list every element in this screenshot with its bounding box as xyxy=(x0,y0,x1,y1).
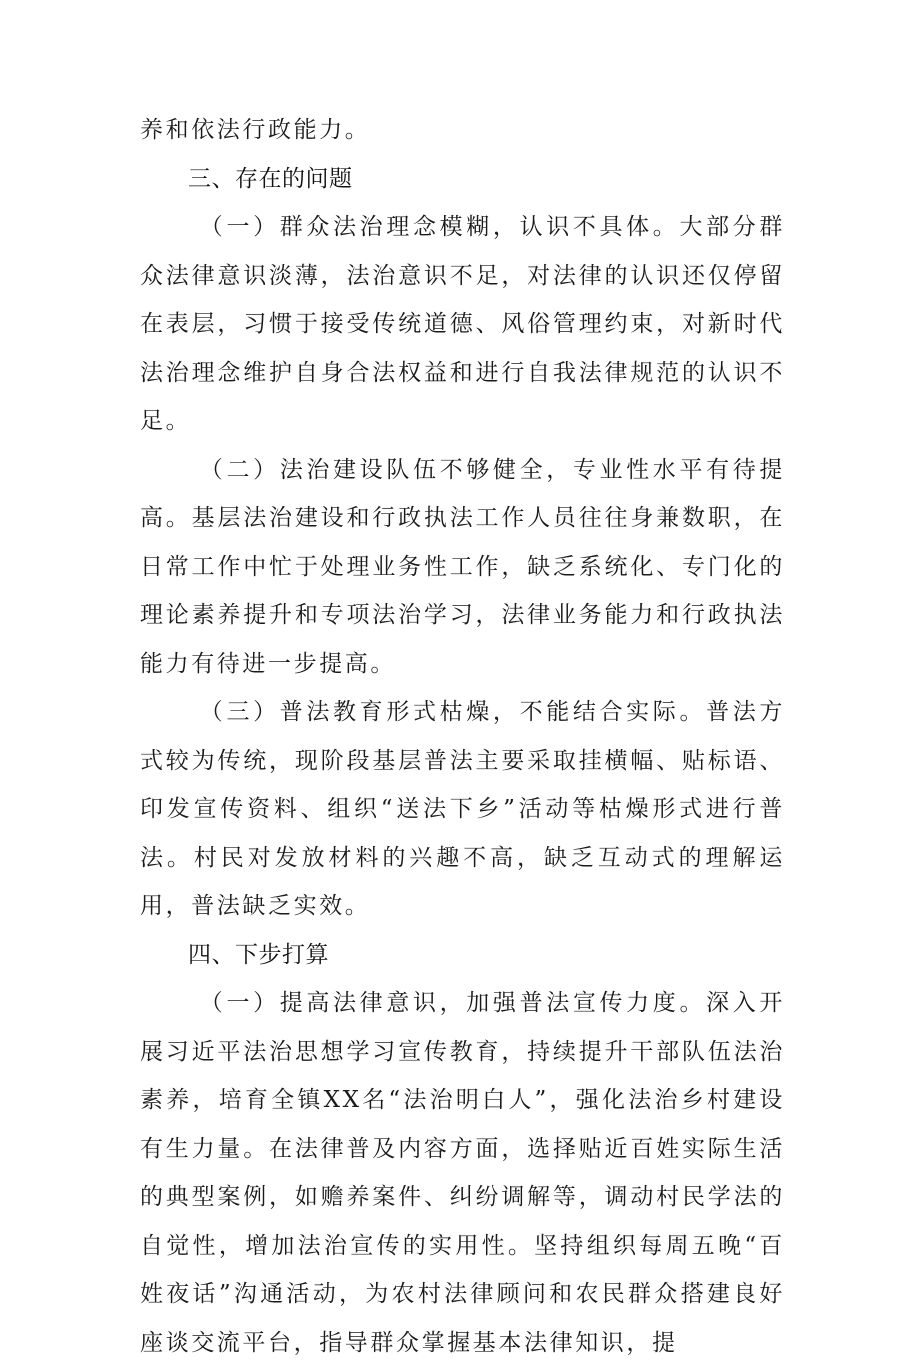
paragraph-problem-1: （一）群众法治理念模糊，认识不具体。大部分群众法律意识淡薄，法治意识不足，对法律的认识还仅停留在表层，习惯于接受传统道德、风俗管理约束，对新时代法治理念维护自身合法权益和进行自我法律规范的认识不足。 xyxy=(140,214,785,434)
section-heading-problems: 三、存在的问题 xyxy=(188,165,353,192)
section-heading-next-steps: 四、下步打算 xyxy=(188,941,329,968)
document-body xyxy=(140,106,785,1367)
paragraph-problem-2: （二）法治建设队伍不够健全，专业性水平有待提高。基层法治建设和行政执法工作人员往往身兼数职，在日常工作中忙于处理业务性工作，缺乏系统化、专门化的理论素养提升和专项法治学习，法律业务能力和行政执法能力有待进一步提高。 xyxy=(140,456,785,677)
paragraph-plan-1: （一）提高法律意识，加强普法宣传力度。深入开展习近平法治思想学习宣传教育，持续提升干部队伍法治素养，培育全镇XX名“法治明白人”，强化法治乡村建设有生力量。在法律普及内容方面，选择贴近百姓实际生活的典型案例，如赡养案件、纠纷调解等，调动村民学法的自觉性，增加法治宣传的实用性。坚持组织每周五晚“百姓夜话”沟通活动，为农村法律顾问和农民群众搭建良好座谈交流平台，指导群众掌握基本法律知识，提 xyxy=(140,990,785,1356)
paragraph-problem-3: （三）普法教育形式枯燥，不能结合实际。普法方式较为传统，现阶段基层普法主要采取挂横幅、贴标语、印发宣传资料、组织“送法下乡”活动等枯燥形式进行普法。村民对发放材料的兴趣不高，缺乏互动式的理解运用，普法缺乏实效。 xyxy=(140,699,785,919)
paragraph-continuation: 养和依法行政能力。 xyxy=(140,117,371,143)
